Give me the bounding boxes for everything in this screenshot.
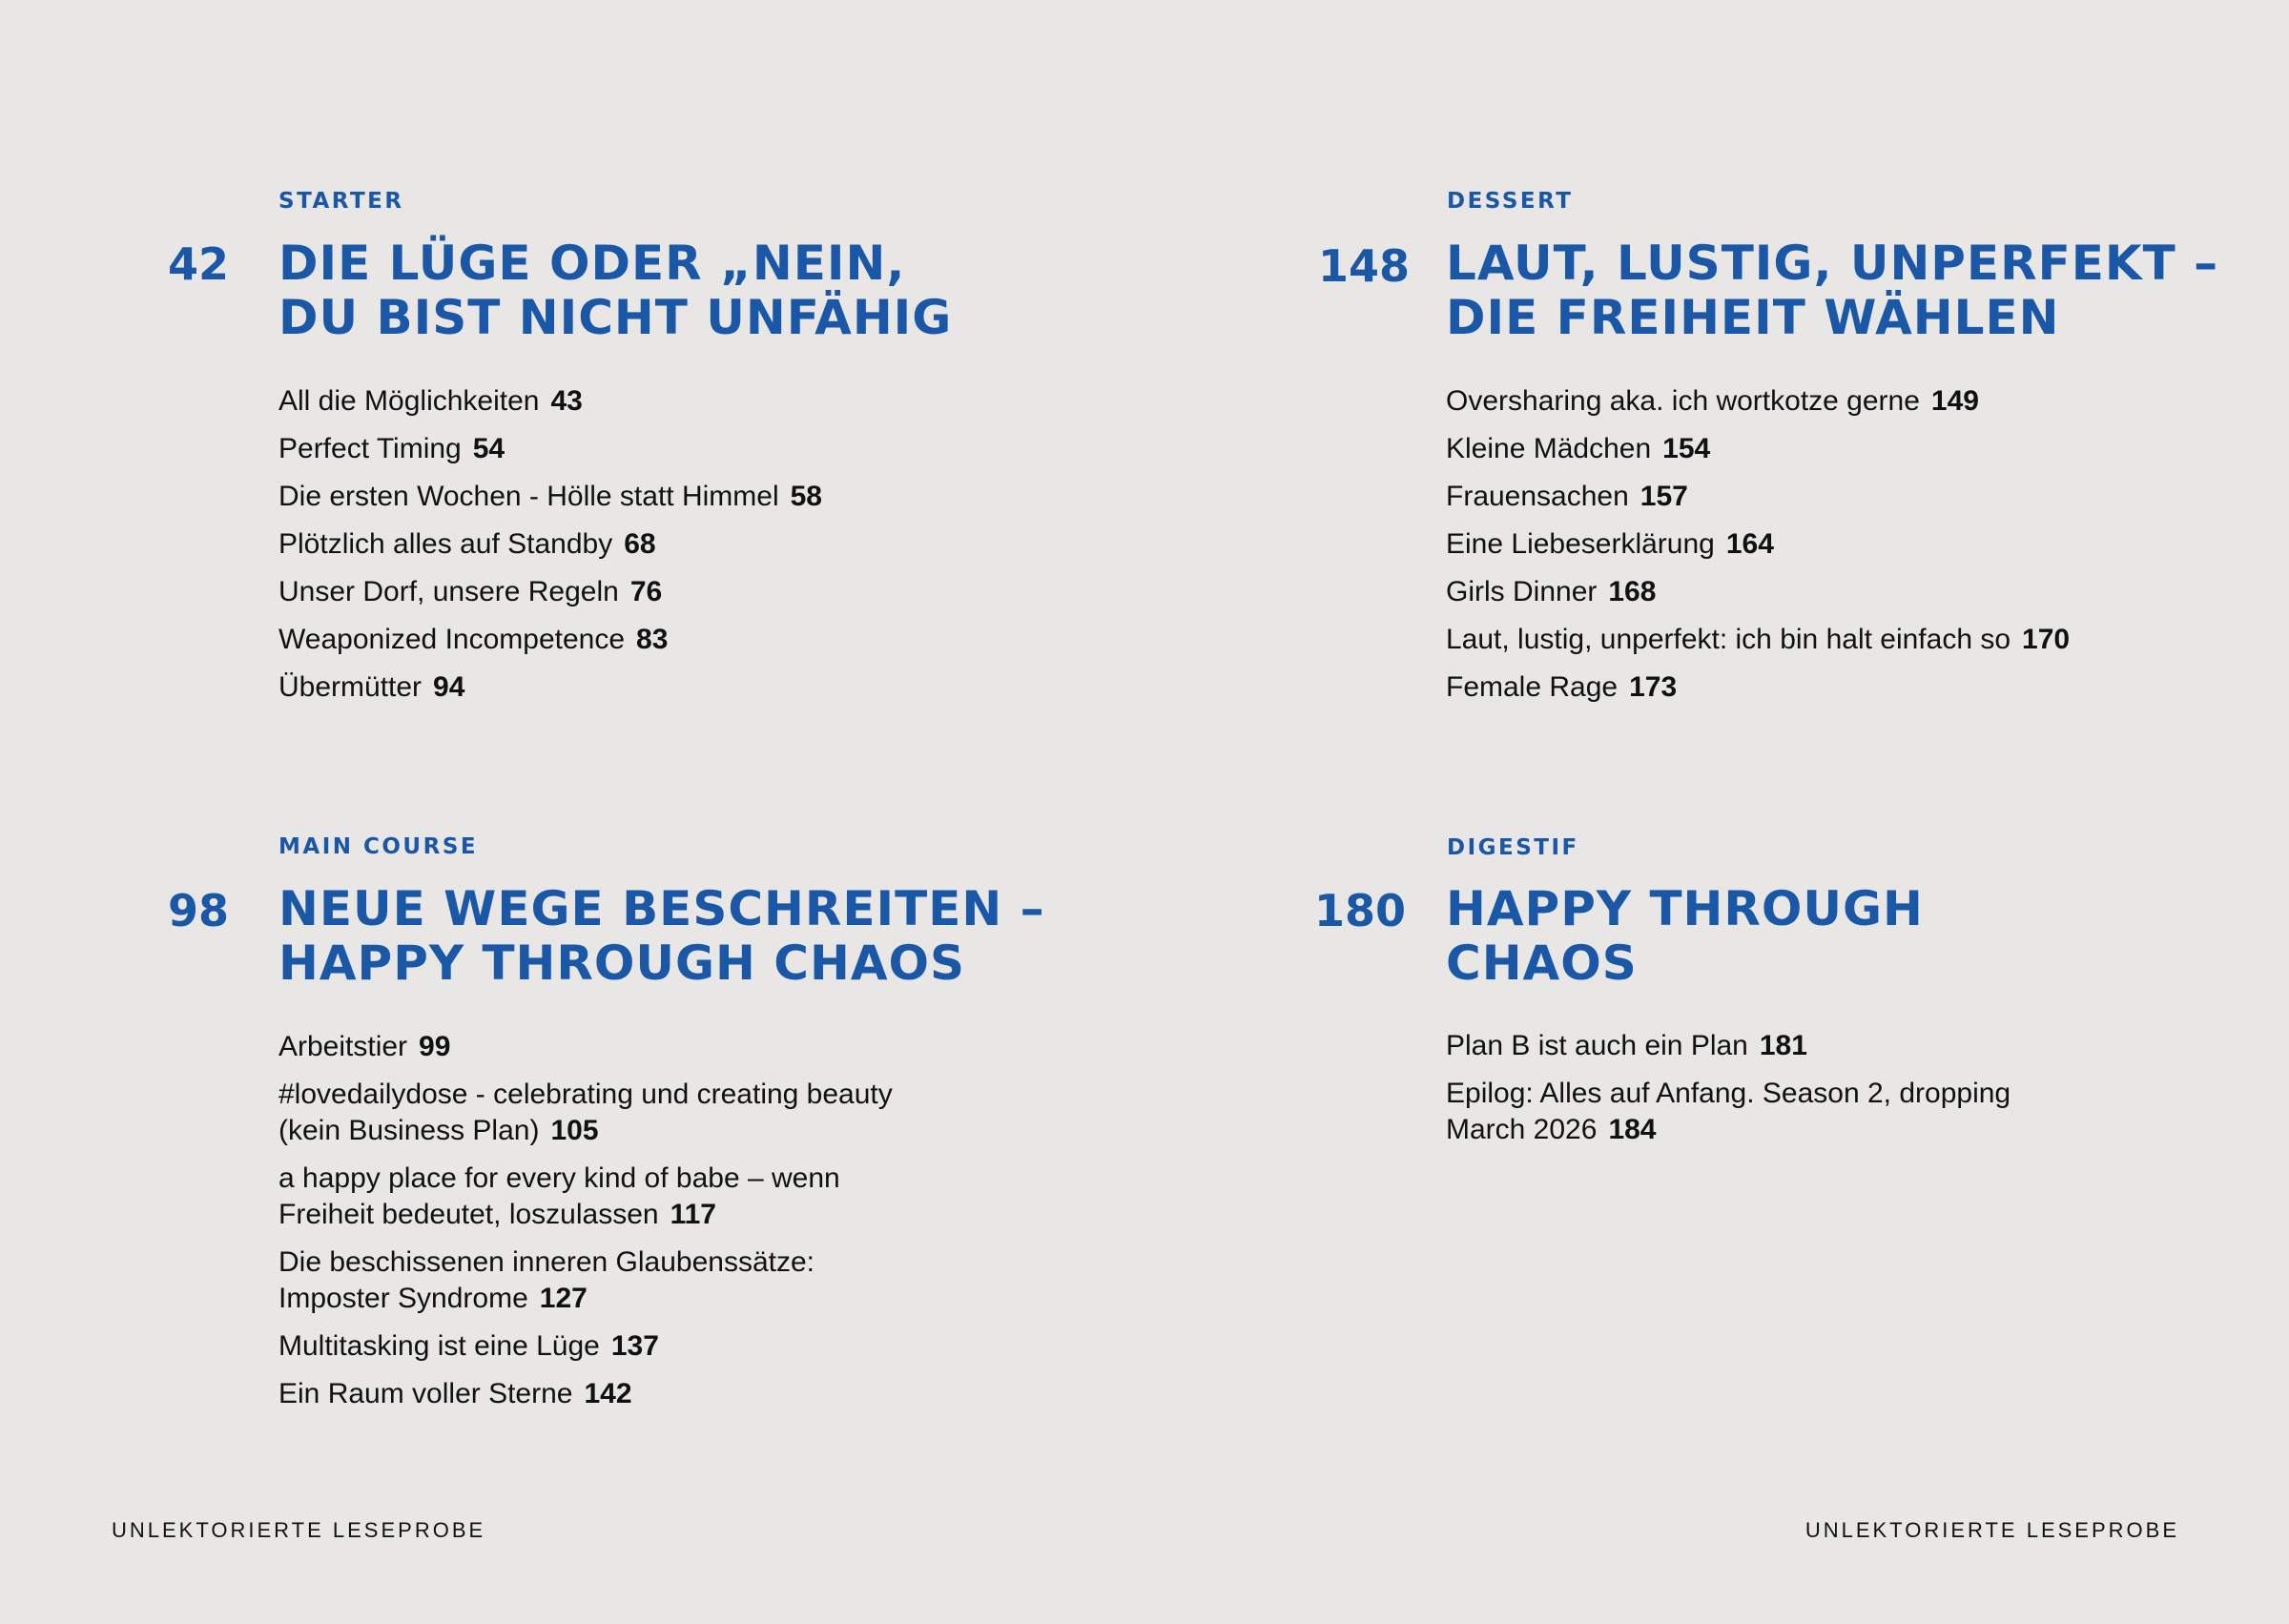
toc-entry[interactable] — [1446, 526, 2133, 563]
chapter-title — [278, 882, 1045, 991]
chapter-title-line: DIE LÜGE ODER „NEIN, — [278, 236, 906, 291]
chapter-page-number: 180 — [1314, 885, 1407, 936]
toc-entry[interactable] — [278, 622, 965, 658]
chapter-title-line: LAUT, LUSTIG, UNPERFEKT – — [1446, 236, 2219, 291]
chapter-title-line: HAPPY THROUGH CHAOS — [278, 935, 966, 991]
entry-page: 127 — [539, 1283, 588, 1314]
toc-entry[interactable] — [278, 1244, 908, 1317]
toc-entry[interactable] — [1446, 622, 2133, 658]
entry-title: Frauensachen — [1446, 481, 1629, 512]
toc-entry[interactable] — [1446, 1076, 2056, 1148]
entry-title: Arbeitstier — [278, 1031, 408, 1062]
section-label: DESSERT — [1447, 189, 1574, 214]
entry-title: Perfect Timing — [278, 433, 462, 464]
entry-page: 94 — [433, 671, 465, 703]
chapter-title-line: CHAOS — [1446, 935, 1638, 991]
entry-page: 181 — [1759, 1030, 1807, 1061]
toc-entry[interactable] — [278, 526, 965, 563]
section-label: STARTER — [278, 189, 404, 214]
toc-entry[interactable] — [278, 431, 965, 467]
toc-entry[interactable] — [278, 1161, 908, 1233]
entry-page: 58 — [790, 481, 822, 512]
entry-title: Übermütter — [278, 671, 423, 703]
entry-page: 68 — [624, 528, 656, 560]
toc-entry[interactable] — [278, 1029, 908, 1065]
toc-entry[interactable] — [1446, 574, 2133, 610]
chapter-title-line: NEUE WEGE BESCHREITEN – — [278, 881, 1045, 936]
entry-page: 184 — [1608, 1114, 1657, 1145]
chapter-page-number: 42 — [168, 238, 230, 290]
entry-title: All die Möglichkeiten — [278, 385, 540, 417]
footer-left: UNLEKTORIERTE LESEPROBE — [112, 1518, 486, 1542]
entry-page: 157 — [1639, 481, 1688, 512]
entry-list — [278, 1029, 908, 1424]
entry-page: 76 — [629, 576, 663, 607]
entry-title: Ein Raum voller Sterne — [278, 1378, 573, 1409]
chapter-page-number: 98 — [168, 885, 230, 936]
entry-page: 99 — [419, 1031, 451, 1062]
toc-entry[interactable] — [278, 1077, 908, 1149]
entry-title: a happy place for every kind of babe – wenn Freiheit bedeutet, loszulassen — [278, 1162, 840, 1230]
section-label: DIGESTIF — [1447, 835, 1579, 860]
entry-title: Plan B ist auch ein Plan — [1446, 1030, 1748, 1061]
entry-list — [1446, 383, 2133, 717]
entry-page: 105 — [550, 1115, 599, 1146]
entry-title: Female Rage — [1446, 671, 1619, 703]
section-label: MAIN COURSE — [278, 834, 479, 859]
chapter-title-line: HAPPY THROUGH — [1446, 881, 1924, 936]
entry-page: 149 — [1930, 385, 1979, 417]
entry-page: 43 — [550, 385, 583, 417]
entry-list — [1446, 1028, 2056, 1160]
chapter-page-number: 148 — [1318, 240, 1411, 292]
toc-entry[interactable] — [278, 479, 965, 515]
entry-page: 154 — [1662, 433, 1711, 464]
toc-entry[interactable] — [278, 574, 965, 610]
chapter-title — [1446, 882, 1924, 991]
chapter-title-line: DU BIST NICHT UNFÄHIG — [278, 290, 953, 345]
toc-entry[interactable] — [278, 1328, 908, 1365]
entry-list — [278, 383, 965, 717]
entry-title: Die beschissenen inneren Glaubenssätze: Imposter Syndrome — [278, 1246, 815, 1314]
entry-title: Kleine Mädchen — [1446, 433, 1652, 464]
toc-entry[interactable] — [1446, 479, 2133, 515]
toc-entry[interactable] — [1446, 431, 2133, 467]
entry-page: 142 — [584, 1378, 632, 1409]
entry-page: 168 — [1608, 576, 1657, 607]
chapter-title — [278, 236, 952, 345]
entry-page: 117 — [670, 1199, 716, 1230]
toc-entry[interactable] — [1446, 383, 2133, 420]
entry-title: Die ersten Wochen - Hölle statt Himmel — [278, 481, 779, 512]
chapter-title — [1446, 236, 2218, 345]
footer-right: UNLEKTORIERTE LESEPROBE — [1804, 1518, 2179, 1542]
toc-entry[interactable] — [278, 669, 965, 706]
entry-title: Weaponized Incompetence — [278, 624, 626, 655]
toc-entry[interactable] — [278, 383, 965, 420]
entry-title: Laut, lustig, unperfekt: ich bin halt einfach so — [1446, 624, 2011, 655]
toc-entry[interactable] — [278, 1376, 908, 1412]
toc-entry[interactable] — [1446, 669, 2133, 706]
entry-page: 54 — [472, 433, 505, 464]
toc-entry[interactable] — [1446, 1028, 2056, 1064]
entry-title: Epilog: Alles auf Anfang. Season 2, dropping March 2026 — [1446, 1078, 2011, 1145]
entry-title: Multitasking ist eine Lüge — [278, 1330, 600, 1362]
entry-title: #lovedailydose - celebrating und creating beauty (kein Business Plan) — [278, 1079, 893, 1146]
entry-title: Eine Liebeserklärung — [1446, 528, 1715, 560]
entry-title: Girls Dinner — [1446, 576, 1598, 607]
entry-page: 83 — [636, 624, 669, 655]
entry-page: 173 — [1629, 671, 1678, 703]
chapter-title-line: DIE FREIHEIT WÄHLEN — [1446, 290, 2060, 345]
entry-title: Oversharing aka. ich wortkotze gerne — [1446, 385, 1920, 417]
entry-title: Plötzlich alles auf Standby — [278, 528, 613, 560]
entry-page: 170 — [2022, 624, 2071, 655]
entry-title: Unser Dorf, unsere Regeln — [278, 576, 619, 607]
entry-page: 164 — [1725, 528, 1774, 560]
entry-page: 137 — [610, 1330, 659, 1362]
